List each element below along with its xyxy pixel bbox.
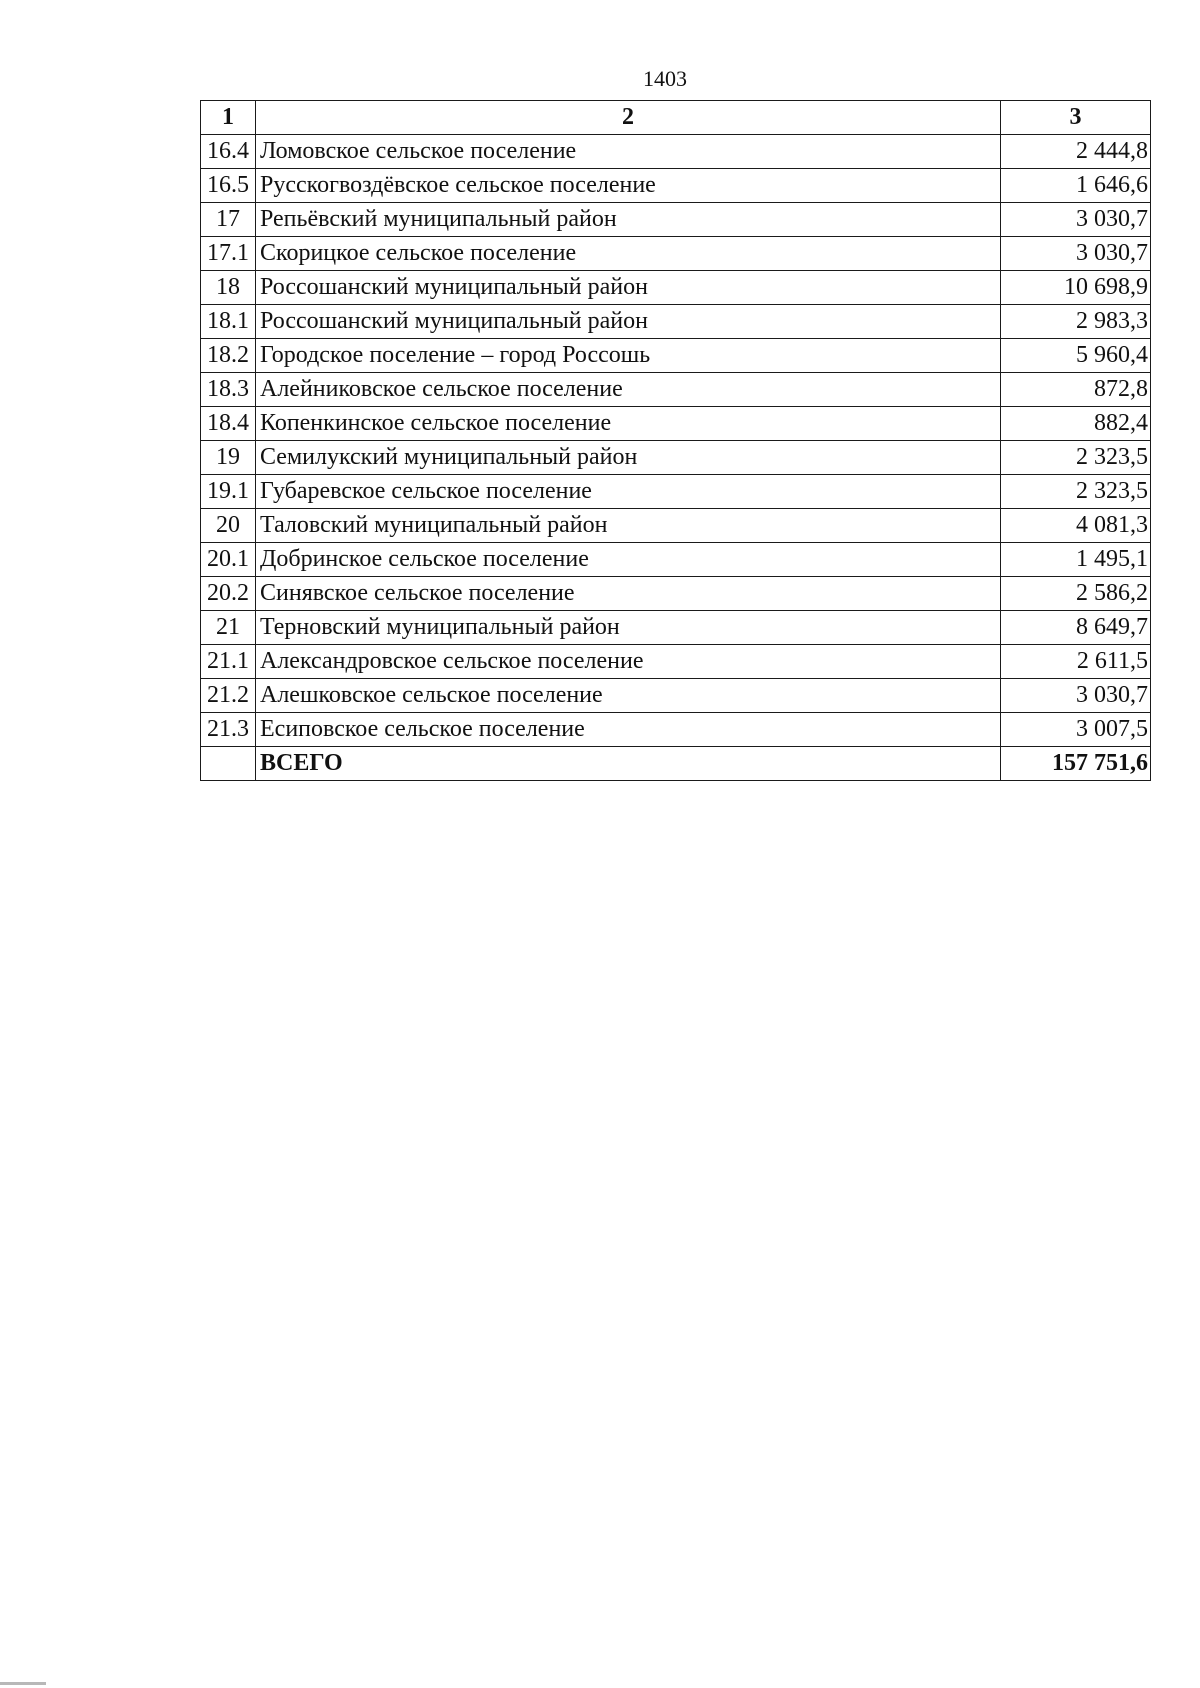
row-name: Таловский муниципальный район	[256, 509, 1001, 543]
row-value: 2 444,8	[1001, 135, 1151, 169]
table-row	[201, 135, 1151, 169]
row-number: 20	[201, 509, 256, 543]
header-row	[201, 101, 1151, 135]
row-number: 21.1	[201, 645, 256, 679]
row-number: 20.2	[201, 577, 256, 611]
row-value: 872,8	[1001, 373, 1151, 407]
column-header-name: 2	[256, 101, 1001, 135]
total-label: ВСЕГО	[256, 747, 1001, 781]
row-name: Россошанский муниципальный район	[256, 305, 1001, 339]
row-number: 17	[201, 203, 256, 237]
row-name: Семилукский муниципальный район	[256, 441, 1001, 475]
row-value: 10 698,9	[1001, 271, 1151, 305]
data-table	[200, 100, 1151, 781]
row-name: Добринское сельское поселение	[256, 543, 1001, 577]
row-number: 18	[201, 271, 256, 305]
row-value: 1 495,1	[1001, 543, 1151, 577]
row-name: Губаревское сельское поселение	[256, 475, 1001, 509]
row-name: Россошанский муниципальный район	[256, 271, 1001, 305]
row-value: 5 960,4	[1001, 339, 1151, 373]
row-name: Копенкинское сельское поселение	[256, 407, 1001, 441]
page-number: 1403	[643, 66, 687, 91]
scan-edge-mark	[0, 1682, 46, 1685]
row-value: 1 646,6	[1001, 169, 1151, 203]
row-name: Скорицкое сельское поселение	[256, 237, 1001, 271]
table-row	[201, 441, 1151, 475]
table-row	[201, 373, 1151, 407]
total-value: 157 751,6	[1001, 747, 1151, 781]
row-number: 18.2	[201, 339, 256, 373]
row-number: 20.1	[201, 543, 256, 577]
row-value: 882,4	[1001, 407, 1151, 441]
row-number: 21.2	[201, 679, 256, 713]
row-name: Репьёвский муниципальный район	[256, 203, 1001, 237]
table-row	[201, 203, 1151, 237]
row-value: 2 611,5	[1001, 645, 1151, 679]
row-number: 18.4	[201, 407, 256, 441]
row-value: 2 983,3	[1001, 305, 1151, 339]
row-number: 18.1	[201, 305, 256, 339]
total-row	[201, 747, 1151, 781]
table-row	[201, 679, 1151, 713]
row-number: 17.1	[201, 237, 256, 271]
table-row	[201, 713, 1151, 747]
table-row	[201, 645, 1151, 679]
row-value: 3 030,7	[1001, 679, 1151, 713]
row-name: Есиповское сельское поселение	[256, 713, 1001, 747]
column-header-value: 3	[1001, 101, 1151, 135]
row-value: 3 007,5	[1001, 713, 1151, 747]
table-row	[201, 577, 1151, 611]
row-value: 3 030,7	[1001, 203, 1151, 237]
row-name: Русскогвоздёвское сельское поселение	[256, 169, 1001, 203]
table-row	[201, 305, 1151, 339]
table-row	[201, 407, 1151, 441]
table-row	[201, 611, 1151, 645]
row-number: 18.3	[201, 373, 256, 407]
row-number: 21	[201, 611, 256, 645]
row-value: 8 649,7	[1001, 611, 1151, 645]
row-name: Алейниковское сельское поселение	[256, 373, 1001, 407]
table-row	[201, 543, 1151, 577]
table-row	[201, 271, 1151, 305]
row-number: 19.1	[201, 475, 256, 509]
row-name: Городское поселение – город Россошь	[256, 339, 1001, 373]
total-number	[201, 747, 256, 781]
table-row	[201, 475, 1151, 509]
row-number: 16.5	[201, 169, 256, 203]
row-name: Алешковское сельское поселение	[256, 679, 1001, 713]
row-number: 21.3	[201, 713, 256, 747]
row-value: 2 323,5	[1001, 475, 1151, 509]
row-number: 16.4	[201, 135, 256, 169]
table-row	[201, 509, 1151, 543]
row-value: 2 323,5	[1001, 441, 1151, 475]
row-name: Ломовское сельское поселение	[256, 135, 1001, 169]
row-name: Терновский муниципальный район	[256, 611, 1001, 645]
column-header-number: 1	[201, 101, 256, 135]
row-value: 4 081,3	[1001, 509, 1151, 543]
table-row	[201, 169, 1151, 203]
row-number: 19	[201, 441, 256, 475]
table-row	[201, 339, 1151, 373]
row-name: Синявское сельское поселение	[256, 577, 1001, 611]
row-value: 3 030,7	[1001, 237, 1151, 271]
row-name: Александровское сельское поселение	[256, 645, 1001, 679]
table-row	[201, 237, 1151, 271]
row-value: 2 586,2	[1001, 577, 1151, 611]
